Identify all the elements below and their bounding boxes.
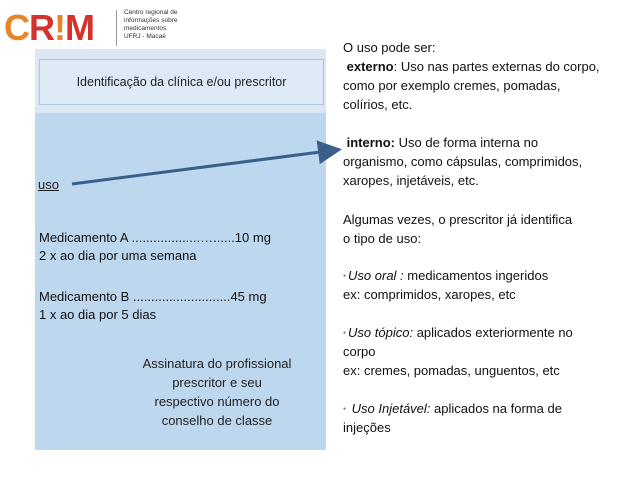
- topico-term: Uso tópico:: [348, 325, 414, 340]
- logo-divider: [116, 10, 117, 46]
- externo-line-2: como por exemplo cremes, pomadas,: [343, 78, 561, 93]
- signature-line: conselho de classe: [161, 413, 273, 428]
- externo-term: externo: [346, 59, 394, 74]
- oral-term: Uso oral :: [348, 268, 404, 283]
- topico-text: aplicados exteriormente no: [413, 325, 573, 340]
- logo-letter: C: [4, 7, 29, 48]
- topico-line-2: corpo: [343, 344, 376, 359]
- signature-line: Assinatura do profissional: [142, 356, 292, 371]
- oral-line-1: [343, 266, 548, 286]
- medication-b-line: Medicamento B ...........................45 mg: [39, 289, 267, 304]
- injetavel-line-2: injeções: [343, 420, 391, 435]
- prescription-header-area: [35, 49, 326, 111]
- algumas-line-1: Algumas vezes, o prescritor já identifica: [343, 212, 573, 227]
- injetavel-text: aplicados na forma de: [430, 401, 562, 416]
- crim-logo: [4, 6, 194, 50]
- logo-subtitle-line: medicamentos: [124, 25, 167, 32]
- externo-text: : Uso nas partes externas do corpo,: [393, 59, 600, 74]
- oral-line-2: ex: comprimidos, xaropes, etc: [343, 287, 516, 302]
- logo-subtitle-line: informações sobre: [124, 17, 178, 24]
- topico-line-3: ex: cremes, pomadas, unguentos, etc: [343, 363, 560, 378]
- logo-subtitle-line: Centro regional de: [124, 9, 178, 16]
- externo-line-1: [343, 57, 600, 77]
- interno-line-2: organismo, como cápsulas, comprimidos,: [343, 154, 583, 169]
- injetavel-term: Uso Injetável:: [348, 401, 431, 416]
- interno-term: interno:: [346, 135, 396, 150]
- logo-letter: M: [65, 7, 94, 48]
- logo-subtitle-line: UFRJ - Macaé: [124, 33, 166, 40]
- logo-letter: R: [29, 7, 54, 48]
- topico-line-1: [343, 323, 573, 343]
- interno-line-3: xaropes, injetáveis, etc.: [343, 173, 479, 188]
- signature-line: prescritor e seu: [172, 375, 262, 390]
- oral-text: medicamentos ingeridos: [403, 268, 549, 283]
- signature-block: [128, 354, 306, 430]
- bullet-icon: ●: [343, 405, 347, 412]
- intro-text: O uso pode ser:: [343, 40, 436, 55]
- algumas-line-2: o tipo de uso:: [343, 231, 422, 246]
- logo-letter: !: [54, 7, 65, 48]
- logo-wordmark: [4, 6, 94, 50]
- medication-a-dosage: 2 x ao dia por uma semana: [39, 248, 197, 263]
- interno-text: Uso de forma interna no: [395, 135, 539, 150]
- interno-line-1: [343, 133, 538, 153]
- externo-line-3: colírios, etc.: [343, 97, 413, 112]
- prescriber-identification-label: Identificação da clínica e/ou prescritor: [76, 75, 287, 89]
- medication-a-line: Medicamento A ...................…......10 mg: [39, 230, 271, 245]
- uso-label: uso: [38, 177, 59, 192]
- medication-b-dosage: 1 x ao dia por 5 dias: [39, 307, 157, 322]
- logo-subtitle: [124, 9, 204, 41]
- injetavel-line-1: [343, 399, 562, 419]
- bullet-icon: ●: [343, 272, 347, 279]
- prescriber-identification-box: [39, 59, 324, 105]
- bullet-icon: ●: [343, 329, 347, 336]
- signature-line: respectivo número do: [154, 394, 280, 409]
